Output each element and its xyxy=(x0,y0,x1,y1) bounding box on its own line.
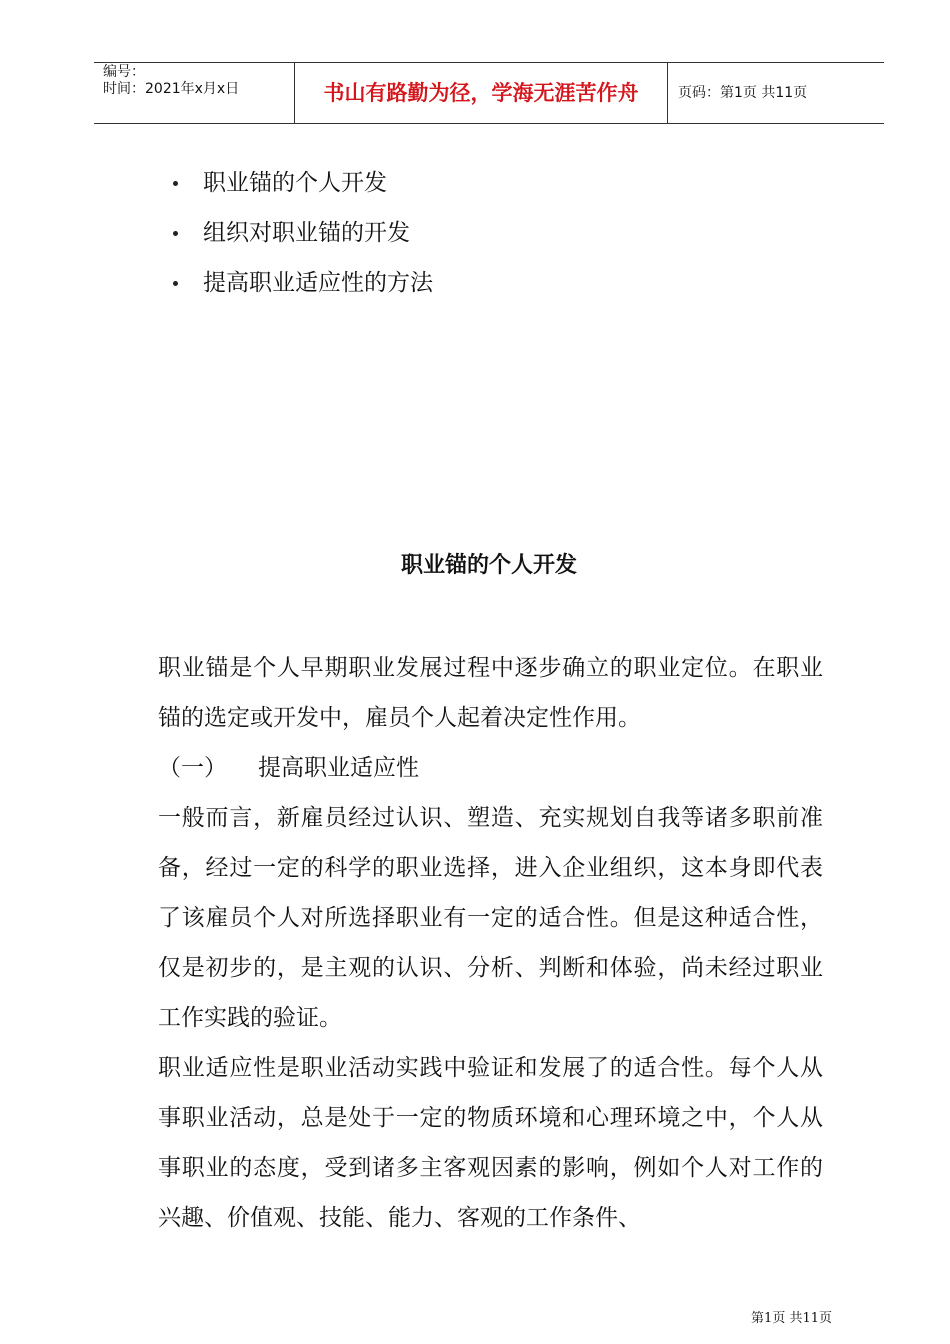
outline-item-text: 职业锚的个人开发 xyxy=(203,170,387,196)
section-title: 职业锚的个人开发 xyxy=(400,553,577,578)
intro-paragraph: 职业锚是个人早期职业发展过程中逐步确立的职业定位。在职业锚的选定或开发中，雇员个人起着决定性作用。 xyxy=(158,655,823,731)
header-motto: 书山有路勤为径，学海无涯苦作舟 xyxy=(295,63,668,123)
document-header xyxy=(94,62,884,124)
body-text xyxy=(158,643,823,1243)
header-id-label: 编号： xyxy=(103,64,145,80)
page-footer: 第1页 共11页 xyxy=(751,1311,832,1326)
outline-list xyxy=(170,158,433,308)
sub-heading xyxy=(158,743,823,793)
outline-item-text: 组织对职业锚的开发 xyxy=(203,220,410,246)
paragraph: 一般而言，新雇员经过认识、塑造、充实规划自我等诸多职前准备，经过一定的科学的职业选择，进入企业组织，这本身即代表了该雇员个人对所选择职业有一定的适合性。但是这种适合性，仅是初步的，是主观的认识、分析、判断和体验，尚未经过职业工作实践的验证。 xyxy=(158,805,823,1031)
bullet-icon xyxy=(173,181,178,186)
header-meta-cell xyxy=(94,63,295,123)
bullet-icon xyxy=(173,231,178,236)
outline-item xyxy=(170,158,433,208)
header-time-label: 时间：2021年x月x日 xyxy=(103,81,240,97)
outline-item xyxy=(170,258,433,308)
sub-heading-number: （一） xyxy=(158,755,227,781)
outline-item xyxy=(170,208,433,258)
header-page-label: 页码：第1页 共11页 xyxy=(678,85,808,101)
sub-heading-text: 提高职业适应性 xyxy=(258,755,419,781)
bullet-icon xyxy=(173,281,178,286)
outline-item-text: 提高职业适应性的方法 xyxy=(203,270,433,296)
paragraph: 职业适应性是职业活动实践中验证和发展了的适合性。每个人从事职业活动，总是处于一定的物质环境和心理环境之中，个人从事职业的态度，受到诸多主客观因素的影响，例如个人对工作的兴趣、价值观、技能、能力、客观的工作条件、 xyxy=(158,1055,823,1231)
